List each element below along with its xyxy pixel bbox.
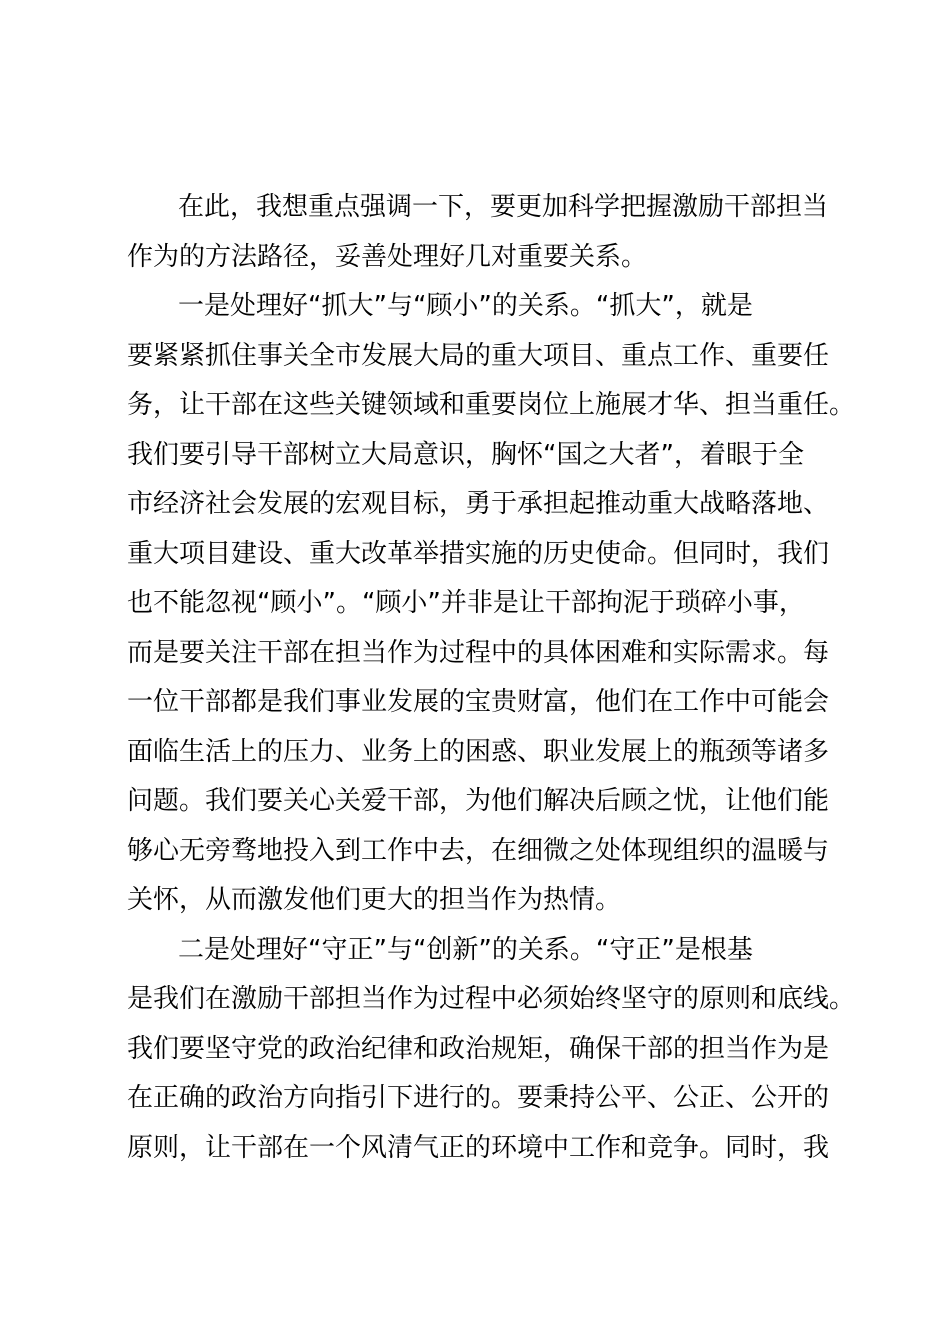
paragraph-2-line-13: 关怀，从而激发他们更大的担当作为热情。 (127, 885, 622, 915)
paragraph-3-line-5: 原则，让干部在一个风清气正的环境中工作和竞争。同时，我 (127, 1133, 830, 1163)
paragraph-2-line-11: 问题。我们要关心关爱干部，为他们解决后顾之忧，让他们能 (127, 786, 830, 816)
paragraph-1-line-2: 作为的方法路径，妥善处理好几对重要关系。 (127, 242, 648, 272)
paragraph-2-line-6: 重大项目建设、重大改革举措实施的历史使命。但同时，我们 (127, 539, 830, 569)
paragraph-2-line-3: 务，让干部在这些关键领域和重要岗位上施展才华、担当重任。 (127, 390, 856, 420)
paragraph-2-line-2: 要紧紧抓住事关全市发展大局的重大项目、重点工作、重要任 (127, 341, 830, 371)
paragraph-3-line-2: 是我们在激励干部担当作为过程中必须始终坚守的原则和底线。 (127, 984, 856, 1014)
paragraph-2-line-8: 而是要关注干部在担当作为过程中的具体困难和实际需求。每 (127, 638, 830, 668)
paragraph-2-line-5: 市经济社会发展的宏观目标，勇于承担起推动重大战略落地、 (127, 489, 830, 519)
paragraph-2-line-10: 面临生活上的压力、业务上的困惑、职业发展上的瓶颈等诸多 (127, 737, 830, 767)
paragraph-1-line-1: 在此，我想重点强调一下，要更加科学把握激励干部担当 (178, 192, 829, 222)
paragraph-3-line-1: 二是处理好“守正”与“创新”的关系。“守正”是根基 (178, 935, 753, 965)
paragraph-3-line-4: 在正确的政治方向指引下进行的。要秉持公平、公正、公开的 (127, 1083, 830, 1113)
paragraph-2-line-7: 也不能忽视“顾小”。“顾小”并非是让干部拘泥于琐碎小事， (127, 588, 805, 618)
paragraph-3-line-3: 我们要坚守党的政治纪律和政治规矩，确保干部的担当作为是 (127, 1034, 830, 1064)
paragraph-2-line-9: 一位干部都是我们事业发展的宝贵财富，他们在工作中可能会 (127, 687, 830, 717)
paragraph-2-line-4: 我们要引导干部树立大局意识，胸怀“国之大者”，着眼于全 (127, 440, 804, 470)
paragraph-2-line-12: 够心无旁骛地投入到工作中去，在细微之处体现组织的温暖与 (127, 836, 830, 866)
paragraph-2-line-1: 一是处理好“抓大”与“顾小”的关系。“抓大”，就是 (178, 291, 753, 321)
